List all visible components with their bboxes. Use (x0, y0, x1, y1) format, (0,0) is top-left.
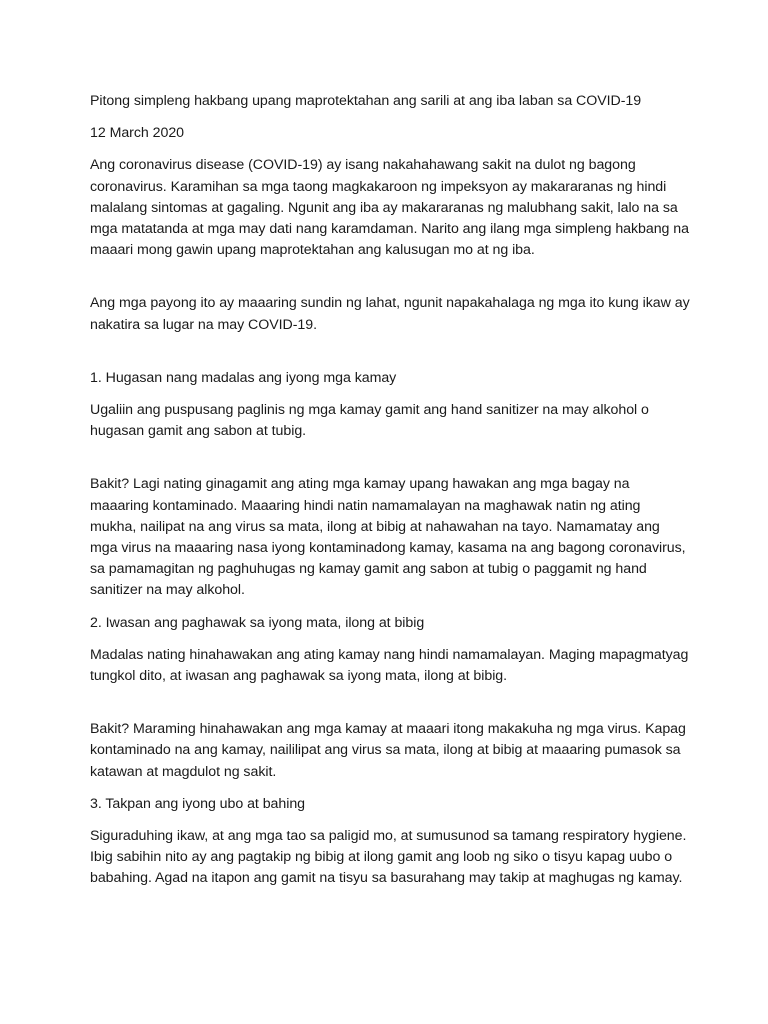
document-title: Pitong simpleng hakbang upang maprotektahan ang sarili at ang iba laban sa COVID-19 (90, 93, 642, 109)
step-2-why: Bakit? Maraming hinahawakan ang mga kamay at maaari itong makakuha ng mga virus. Kapag kontaminado na ang kamay, naililipat ang virus sa mata, ilong at bibig at maaaring pumasok sa katawan at magdulot ng sakit. (90, 721, 686, 780)
intro-paragraph: Ang coronavirus disease (COVID-19) ay isang nakahahawang sakit na dulot ng bagong coronavirus. Karamihan sa mga taong magkakaroon ng impeksyon ay makararanas ng hindi malalang sintomas at gagaling. Ngunit ang iba ay makararanas ng malubhang sakit, lalo na sa mga matatanda at mga may dati nang karamdaman. Narito ang ilang mga simpleng hakbang na maaari mong gawin upang maprotektahan ang kalusugan mo at ng iba. (90, 157, 689, 259)
document-date: 12 March 2020 (90, 125, 184, 142)
document-page (90, 91, 690, 890)
step-2-body: Madalas nating hinahawakan ang ating kamay nang hindi namamalayan. Maging mapagmatyag tungkol dito, at iwasan ang paghawak sa iyong mata, ilong at bibig. (90, 646, 689, 685)
step-1-heading: 1. Hugasan nang madalas ang iyong mga kamay (90, 369, 397, 386)
step-3-heading: 3. Takpan ang iyong ubo at bahing (90, 795, 306, 812)
step-1-why: Bakit? Lagi nating ginagamit ang ating mga kamay upang hawakan ang mga bagay na maaaring kontaminado. Maaaring hindi natin namamalayan na maghawak natin ng ating mukha, nailipat na ang virus sa mata, ilong at bibig at nahawahan na tayo. Namamatay ang mga virus na maaaring nasa iyong kontaminadong kamay, kasama na ang bagong coronavirus, sa pamamagitan ng paghuhugas ng kamay gamit ang sabon at tubig o paggamit ng hand sanitizer na may alkohol. (90, 476, 686, 599)
step-2-heading: 2. Iwasan ang paghawak sa iyong mata, ilong at bibig (90, 614, 425, 631)
step-3-body: Siguraduhing ikaw, at ang mga tao sa paligid mo, at sumusunod sa tamang respiratory hygiene. Ibig sabihin nito ay ang pagtakip ng bibig at ilong gamit ang loob ng siko o tisyu kapag uubo o babahing. Agad na itapon ang gamit na tisyu sa basurahang may takip at maghugas ng kamay. (90, 828, 687, 887)
advice-paragraph: Ang mga payong ito ay maaaring sundin ng lahat, ngunit napakahalaga ng mga ito kung ikaw ay nakatira sa lugar na may COVID-19. (90, 295, 690, 333)
step-1-body: Ugaliin ang puspusang paglinis ng mga kamay gamit ang hand sanitizer na may alkohol o hugasan gamit ang sabon at tubig. (90, 402, 649, 440)
